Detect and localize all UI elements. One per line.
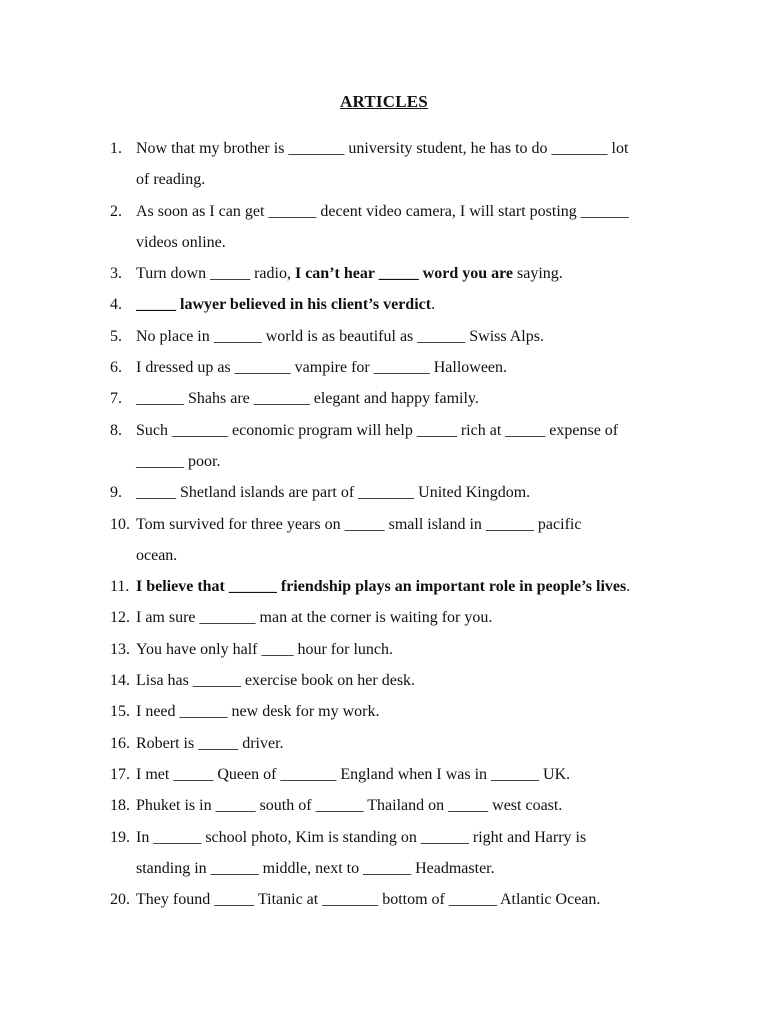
exercise-item — [110, 289, 710, 320]
exercise-item — [110, 415, 710, 478]
item-text-bold: I can’t hear _____ word you are — [294, 265, 514, 283]
exercise-item — [110, 321, 710, 352]
item-text-continued: videos online. — [136, 233, 226, 251]
exercise-item — [110, 634, 710, 665]
exercise-item — [110, 196, 710, 259]
item-text-regular: saying. — [513, 265, 563, 283]
item-number: 14. — [110, 672, 130, 690]
item-text-bold: I believe that ______ friendship plays an important role in people’s lives — [136, 578, 627, 596]
item-text: I am sure _______ man at the corner is waiting for you. — [136, 609, 493, 627]
item-text: I need ______ new desk for my work. — [136, 703, 380, 721]
item-text: Lisa has ______ exercise book on her desk. — [136, 672, 416, 690]
item-text: Such _______ economic program will help _____ rich at _____ expense of — [136, 421, 619, 439]
exercise-list — [110, 133, 710, 915]
item-text: In ______ school photo, Kim is standing on ______ right and Harry is — [136, 828, 587, 846]
exercise-item — [110, 665, 710, 696]
exercise-item — [110, 602, 710, 633]
item-number: 5. — [110, 327, 122, 345]
exercise-item — [110, 728, 710, 759]
item-number: 2. — [110, 202, 122, 220]
item-number: 19. — [110, 828, 130, 846]
item-text-regular: . — [626, 578, 631, 596]
item-number: 15. — [110, 703, 130, 721]
item-text — [136, 289, 710, 320]
item-text-continued: standing in ______ middle, next to ______ Headmaster. — [136, 859, 495, 877]
item-text-continued: ______ poor. — [136, 452, 221, 470]
item-text: I dressed up as _______ vampire for _______ Halloween. — [136, 359, 508, 377]
exercise-item — [110, 696, 710, 727]
item-text-regular: Turn down _____ radio, — [136, 265, 295, 283]
exercise-item — [110, 759, 710, 790]
exercise-item — [110, 571, 710, 602]
item-number: 17. — [110, 765, 130, 783]
item-text — [136, 571, 710, 602]
item-number: 6. — [110, 359, 122, 377]
item-text-regular: . — [431, 296, 436, 314]
exercise-item — [110, 790, 710, 821]
item-text: Tom survived for three years on _____ small island in ______ pacific — [136, 515, 582, 533]
item-text: _____ Shetland islands are part of _______ United Kingdom. — [136, 484, 531, 502]
exercise-item — [110, 822, 710, 885]
exercise-item — [110, 258, 710, 289]
item-text — [136, 258, 710, 289]
item-text: No place in ______ world is as beautiful as ______ Swiss Alps. — [136, 327, 544, 345]
item-number: 1. — [110, 140, 122, 157]
item-number: 10. — [110, 515, 130, 533]
item-text: They found _____ Titanic at _______ bottom of ______ Atlantic Ocean. — [136, 891, 601, 909]
item-text: I met _____ Queen of _______ England when I was in ______ UK. — [136, 765, 571, 783]
item-text: You have only half ____ hour for lunch. — [136, 640, 394, 658]
exercise-item — [110, 383, 710, 414]
exercise-item — [110, 509, 710, 572]
item-number: 11. — [110, 578, 130, 596]
item-number: 12. — [110, 609, 130, 627]
item-text-bold: _____ lawyer believed in his client’s verdict — [136, 296, 432, 314]
exercise-item — [110, 884, 710, 915]
item-text-continued: ocean. — [136, 546, 178, 564]
item-text: Now that my brother is _______ university student, he has to do _______ lot — [136, 140, 629, 157]
page-title: ARTICLES — [340, 92, 428, 111]
item-number: 7. — [110, 390, 122, 408]
item-text: ______ Shahs are _______ elegant and happy family. — [136, 390, 479, 408]
exercise-item — [110, 477, 710, 508]
exercise-item — [110, 133, 710, 196]
exercise-item — [110, 352, 710, 383]
item-number: 4. — [110, 296, 122, 314]
item-number: 8. — [110, 421, 122, 439]
item-number: 3. — [110, 265, 122, 283]
item-text-continued: of reading. — [136, 171, 206, 189]
item-number: 9. — [110, 484, 122, 502]
item-number: 13. — [110, 640, 130, 658]
item-text: Phuket is in _____ south of ______ Thailand on _____ west coast. — [136, 797, 563, 815]
item-text: As soon as I can get ______ decent video camera, I will start posting ______ — [136, 202, 629, 220]
item-number: 18. — [110, 797, 130, 815]
item-number: 16. — [110, 734, 130, 752]
item-text: Robert is _____ driver. — [136, 734, 284, 752]
item-number: 20. — [110, 891, 130, 909]
